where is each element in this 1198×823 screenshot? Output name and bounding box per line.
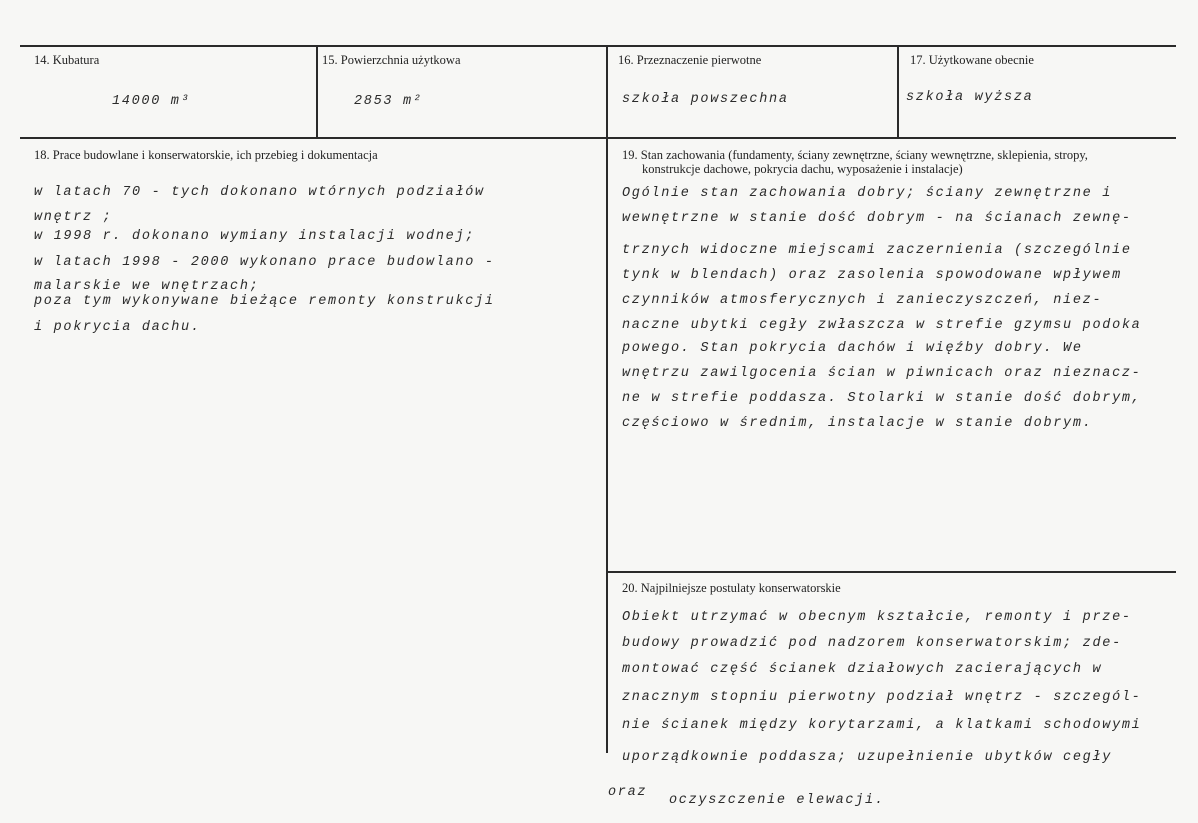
stan-line: naczne ubytki cegły zwłaszcza w strefie gzymsu podoka — [622, 318, 1142, 333]
divider-center — [606, 45, 608, 753]
stan-label-line2: konstrukcje dachowe, pokrycia dachu, wyposażenie i instalacje) — [642, 162, 963, 176]
uzytkowane-value: szkoła wyższa — [906, 90, 1034, 105]
stan-line: częściowo w średnim, instalacje w stanie dobrym. — [622, 416, 1093, 431]
postulaty-line: znacznym stopniu pierwotny podział wnętrz - szczegól- — [622, 690, 1142, 705]
prace-line: poza tym wykonywane bieżące remonty konstrukcji — [34, 294, 495, 309]
stan-line: tynk w blendach) oraz zasolenia spowodowane wpływem — [622, 268, 1122, 283]
middle-rule — [20, 137, 1176, 139]
stan-line: Ogólnie stan zachowania dobry; ściany zewnętrzne i — [622, 186, 1113, 201]
postulaty-line: budowy prowadzić pod nadzorem konserwatorskim; zde- — [622, 636, 1122, 651]
prace-label: 18. Prace budowlane i konserwatorskie, ich przebieg i dokumentacja — [34, 148, 378, 162]
stan-line: wewnętrzne w stanie dość dobrym - na ścianach zewnę- — [622, 211, 1132, 226]
top-rule — [20, 45, 1176, 47]
stan-line: powego. Stan pokrycia dachów i więźby dobry. We — [622, 341, 1083, 356]
postulaty-line: Obiekt utrzymać w obecnym kształcie, remonty i prze- — [622, 610, 1132, 625]
prace-line: w 1998 r. dokonano wymiany instalacji wodnej; — [34, 229, 476, 244]
postulaty-top-rule — [606, 571, 1176, 573]
stan-line: trznych widoczne miejscami zaczernienia (szczególnie — [622, 243, 1132, 258]
postulaty-line: oczyszczenie elewacji. — [669, 793, 885, 808]
divider-16-17 — [897, 45, 899, 139]
stan-line: czynników atmosferycznych i zanieczyszczeń, niez- — [622, 293, 1103, 308]
postulaty-line: oraz — [608, 785, 648, 800]
powierzchnia-label: 15. Powierzchnia użytkowa — [322, 53, 461, 67]
przeznaczenie-value: szkoła powszechna — [622, 92, 789, 107]
kubatura-value: 14000 m³ — [112, 94, 191, 109]
prace-line: wnętrz ; — [34, 210, 113, 225]
przeznaczenie-label: 16. Przeznaczenie pierwotne — [618, 53, 762, 67]
postulaty-line: nie ścianek między korytarzami, a klatkami schodowymi — [622, 718, 1142, 733]
prace-line: w latach 70 - tych dokonano wtórnych podziałów — [34, 185, 485, 200]
prace-line: w latach 1998 - 2000 wykonano prace budowlano - — [34, 255, 495, 270]
uzytkowane-label: 17. Użytkowane obecnie — [910, 53, 1034, 67]
divider-14-15 — [316, 45, 318, 139]
postulaty-line: montować część ścianek działowych zacierających w — [622, 662, 1103, 677]
prace-line: i pokrycia dachu. — [34, 320, 201, 335]
powierzchnia-value: 2853 m² — [354, 94, 423, 109]
stan-line: wnętrzu zawilgocenia ścian w piwnicach oraz nieznacz- — [622, 366, 1142, 381]
stan-label-line1: 19. Stan zachowania (fundamenty, ściany zewnętrzne, ściany wewnętrzne, sklepienia, stropy, — [622, 148, 1088, 162]
prace-line: malarskie we wnętrzach; — [34, 279, 260, 294]
postulaty-label: 20. Najpilniejsze postulaty konserwatorskie — [622, 581, 841, 595]
stan-line: ne w strefie poddasza. Stolarki w stanie dość dobrym, — [622, 391, 1142, 406]
kubatura-label: 14. Kubatura — [34, 53, 100, 67]
postulaty-line: uporządkownie poddasza; uzupełnienie ubytków cegły — [622, 750, 1113, 765]
